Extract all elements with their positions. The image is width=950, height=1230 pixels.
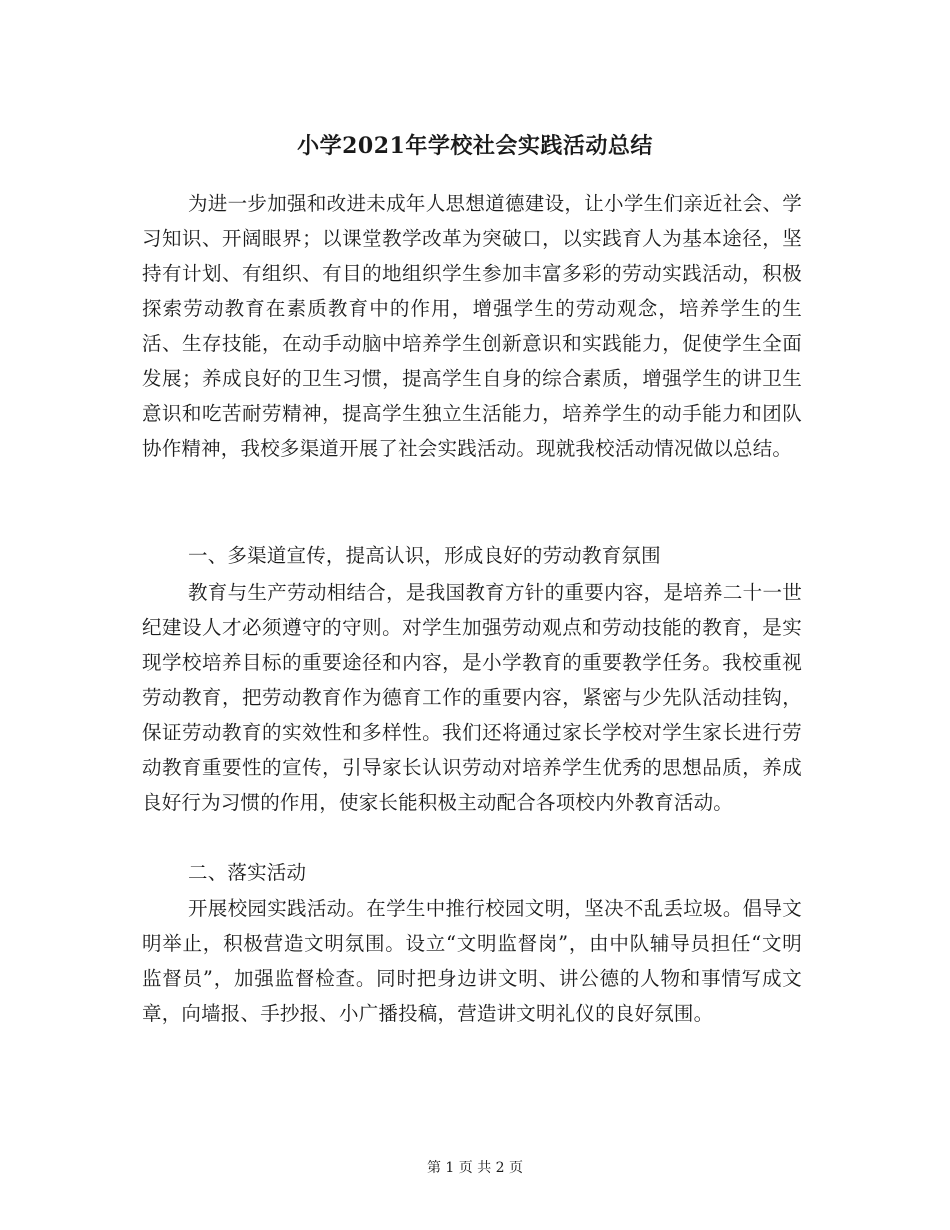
section-1-paragraph: 教育与生产劳动相结合，是我国教育方针的重要内容，是培养二十一世纪建设人才必须遵守的守则。对学生加强劳动观点和劳动技能的教育，是实现学校培养目标的重要途径和内容，是小学教育的重要教学任务。我校重视劳动教育，把劳动教育作为德育工作的重要内容，紧密与少先队活动挂钩，保证劳动教育的实效性和多样性。我们还将通过家长学校对学生家长进行劳动教育重要性的宣传，引导家长认识劳动对培养学生优秀的思想品质，养成良好行为习惯的作用，使家长能积极主动配合各项校内外教育活动。 xyxy=(142,581,802,814)
section-heading-1: 一、多渠道宣传，提高认识，形成良好的劳动教育氛围 xyxy=(188,544,661,567)
page-number-footer: 第 1 页 共 2 页 xyxy=(426,1160,524,1176)
intro-paragraph: 为进一步加强和改进未成年人思想道德建设，让小学生们亲近社会、学习知识、开阔眼界；以课堂教学改革为突破口，以实践育人为基本途径，坚持有计划、有组织、有目的地组织学生参加丰富多彩的劳动实践活动，积极探索劳动教育在素质教育中的作用，增强学生的劳动观念，培养学生的生活、生存技能，在动手动脑中培养学生创新意识和实践能力，促使学生全面发展；养成良好的卫生习惯，提高学生自身的综合素质，增强学生的讲卫生意识和吃苦耐劳精神，提高学生独立生活能力，培养学生的动手能力和团队协作精神，我校多渠道开展了社会实践活动。现就我校活动情况做以总结。 xyxy=(142,192,802,460)
section-heading-2: 二、落实活动 xyxy=(188,861,307,884)
section-2-paragraph: 开展校园实践活动。在学生中推行校园文明，坚决不乱丢垃圾。倡导文明举止，积极营造文明氛围。设立“文明监督岗”，由中队辅导员担任“文明监督员”，加强监督检查。同时把身边讲文明、讲公德的人物和事情写成文章，向墙报、手抄报、小广播投稿，营造讲文明礼仪的良好氛围。 xyxy=(142,897,802,1025)
document-title: 小学2021年学校社会实践活动总结 xyxy=(297,133,653,159)
